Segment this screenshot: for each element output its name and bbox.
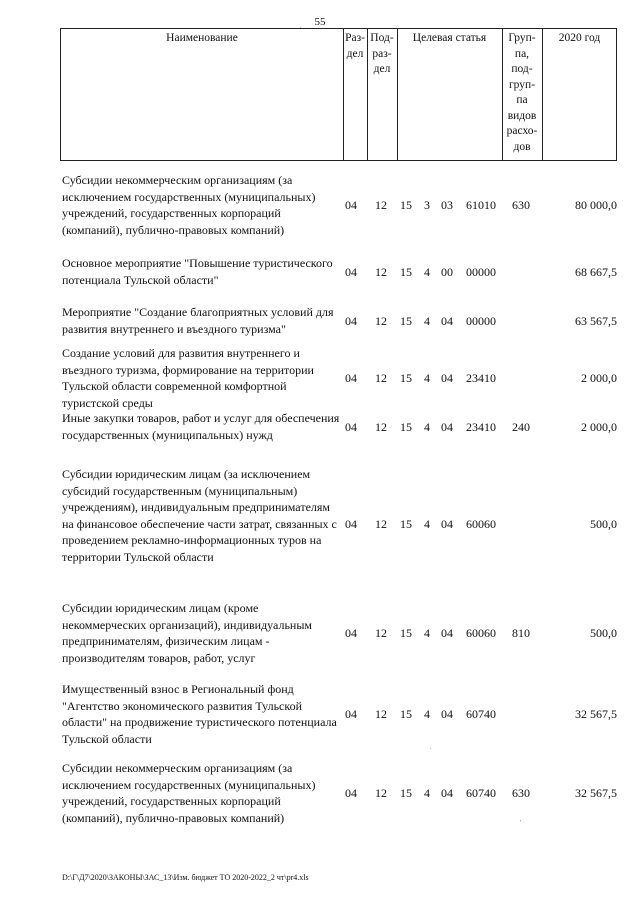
cell-c2: 4 xyxy=(424,314,430,328)
cell-sum-2020: 500,0 xyxy=(590,626,617,640)
cell-pr: 12 xyxy=(375,265,387,279)
cell-rz: 04 xyxy=(345,786,357,800)
cell-c3: 04 xyxy=(441,707,453,721)
cell-sum-2020: 32 567,5 xyxy=(575,707,617,721)
cell-c2: 4 xyxy=(424,371,430,385)
row-name: Мероприятие "Создание благоприятных условий для развития внутреннего и въездного туризма" xyxy=(62,305,334,336)
cell-vr: 630 xyxy=(512,786,530,800)
cell-c4: 60060 xyxy=(466,626,496,640)
cell-c1: 15 xyxy=(400,707,412,721)
page-number: 55 xyxy=(314,16,326,28)
header-podrazdel: Под- раз- дел xyxy=(370,32,394,75)
cell-c3: 04 xyxy=(441,786,453,800)
cell-c1: 15 xyxy=(400,786,412,800)
cell-vr: 240 xyxy=(512,420,530,434)
cell-c1: 15 xyxy=(400,371,412,385)
cell-c3: 04 xyxy=(441,420,453,434)
cell-vr: 630 xyxy=(512,198,530,212)
header-target: Целевая статья xyxy=(412,32,487,44)
cell-rz: 04 xyxy=(345,371,357,385)
cell-rz: 04 xyxy=(345,265,357,279)
header-year: 2020 год xyxy=(558,32,601,44)
cell-c4: 00000 xyxy=(466,265,496,279)
cell-c4: 60740 xyxy=(466,786,496,800)
cell-c4: 23410 xyxy=(466,420,496,434)
cell-sum-2020: 63 567,5 xyxy=(575,314,617,328)
cell-rz: 04 xyxy=(345,626,357,640)
row-name: Субсидии юридическим лицам (кроме некоммерческих организаций), индивидуальным предпринимателям, физическим лицам - производителям товаров, работ, услуг xyxy=(62,601,312,665)
row-name: Имущественный взнос в Региональный фонд "Агентство экономического развития Тульской области" на продвижение туристического потенциала Тульской области xyxy=(62,682,337,746)
cell-pr: 12 xyxy=(375,626,387,640)
file-path-footer: D:\Г\Д7\2020\ЗАКОНЫ\ЗАС_13\Изм. бюджет ТО 2020-2022_2 чт\pr4.xls xyxy=(62,873,309,882)
cell-c1: 15 xyxy=(400,420,412,434)
cell-c2: 4 xyxy=(424,517,430,531)
cell-rz: 04 xyxy=(345,707,357,721)
cell-pr: 12 xyxy=(375,786,387,800)
row-name: Субсидии некоммерческим организациям (за исключением государственных (муниципальных) учреждений, государственных корпораций (компаний), публично-правовых компаний) xyxy=(62,173,316,237)
cell-sum-2020: 2 000,0 xyxy=(581,371,617,385)
cell-c2: 4 xyxy=(424,707,430,721)
cell-c2: 4 xyxy=(424,626,430,640)
cell-c4: 61010 xyxy=(466,198,496,212)
cell-c1: 15 xyxy=(400,265,412,279)
cell-rz: 04 xyxy=(345,198,357,212)
cell-c3: 03 xyxy=(441,198,453,212)
row-name: Субсидии юридическим лицам (за исключением субсидий государственным (муниципальным) учреждениям), индивидуальным предпринимателям на финансовое обеспечение части затрат, связанных с проведением рекламно-информационных туров на территории Тульской области xyxy=(62,467,337,564)
cell-sum-2020: 2 000,0 xyxy=(581,420,617,434)
header-group: Груп- па, под- груп- па видов расхо- дов xyxy=(506,32,538,153)
cell-pr: 12 xyxy=(375,314,387,328)
header-razdel: Раз- дел xyxy=(345,32,365,60)
cell-c3: 04 xyxy=(441,517,453,531)
cell-c1: 15 xyxy=(400,517,412,531)
table-header xyxy=(60,28,617,161)
cell-c4: 60060 xyxy=(466,517,496,531)
cell-c3: 04 xyxy=(441,626,453,640)
cell-c1: 15 xyxy=(400,626,412,640)
row-name: Иные закупки товаров, работ и услуг для обеспечения государственных (муниципальных) нужд xyxy=(62,411,340,442)
cell-c2: 4 xyxy=(424,265,430,279)
row-name: Субсидии некоммерческим организациям (за исключением государственных (муниципальных) учреждений, государственных корпораций (компаний), публично-правовых компаний) xyxy=(62,761,316,825)
cell-sum-2020: 500,0 xyxy=(590,517,617,531)
cell-c4: 23410 xyxy=(466,371,496,385)
cell-vr: 810 xyxy=(512,626,530,640)
cell-sum-2020: 32 567,5 xyxy=(575,786,617,800)
cell-sum-2020: 80 000,0 xyxy=(575,198,617,212)
row-name: Основное мероприятие "Повышение туристического потенциала Тульской области" xyxy=(62,256,333,287)
cell-rz: 04 xyxy=(345,314,357,328)
cell-c3: 04 xyxy=(441,371,453,385)
row-name: Создание условий для развития внутреннего и въездного туризма, формирование на территории Тульской области современной комфортной туристской среды xyxy=(62,346,314,410)
cell-sum-2020: 68 667,5 xyxy=(575,265,617,279)
cell-c3: 04 xyxy=(441,314,453,328)
cell-pr: 12 xyxy=(375,371,387,385)
cell-c2: 3 xyxy=(424,198,430,212)
cell-c2: 4 xyxy=(424,420,430,434)
cell-rz: 04 xyxy=(345,420,357,434)
cell-c1: 15 xyxy=(400,314,412,328)
cell-c1: 15 xyxy=(400,198,412,212)
cell-rz: 04 xyxy=(345,517,357,531)
cell-c2: 4 xyxy=(424,786,430,800)
cell-pr: 12 xyxy=(375,420,387,434)
cell-pr: 12 xyxy=(375,517,387,531)
cell-c4: 60740 xyxy=(466,707,496,721)
cell-c3: 00 xyxy=(441,265,453,279)
header-name: Наименование xyxy=(166,32,238,44)
cell-pr: 12 xyxy=(375,707,387,721)
cell-pr: 12 xyxy=(375,198,387,212)
cell-c4: 00000 xyxy=(466,314,496,328)
